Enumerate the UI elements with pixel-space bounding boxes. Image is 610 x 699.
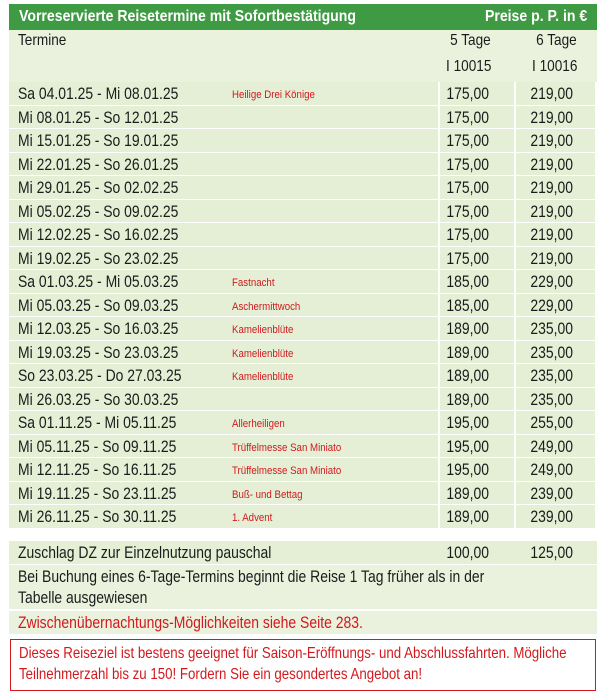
table-row [9, 435, 597, 459]
five-day-price: 175,00 [446, 84, 489, 103]
date-range: Sa 04.01.25 - Mi 08.01.25 [18, 84, 179, 103]
five-day-column-header: 5 Tage [450, 32, 491, 49]
date-range: Mi 19.11.25 - So 23.11.25 [18, 483, 177, 503]
occasion-note: Fastnacht [232, 277, 275, 289]
date-range: Mi 08.01.25 - So 12.01.25 [18, 107, 179, 127]
booking-info-line-2: Tabelle ausgewiesen [18, 588, 148, 607]
occasion-note: Aschermittwoch [232, 300, 301, 313]
date-range: Mi 15.01.25 - So 19.01.25 [18, 131, 179, 150]
table-row [9, 223, 597, 247]
date-range: Sa 01.11.25 - Mi 05.11.25 [18, 413, 177, 432]
date-range: Mi 12.11.25 - So 16.11.25 [18, 460, 177, 479]
six-day-price: 219,00 [530, 154, 573, 174]
date-range: Mi 12.02.25 - So 16.02.25 [18, 225, 179, 244]
six-day-price: 235,00 [530, 342, 573, 362]
table-row [9, 129, 597, 153]
six-day-price: 229,00 [530, 272, 573, 291]
date-range: Mi 26.11.25 - So 30.11.25 [18, 507, 177, 526]
occasion-note: Kamelienblüte [232, 371, 294, 383]
six-day-price: 235,00 [530, 366, 573, 385]
overnight-note: Zwischenübernachtungs-Möglichkeiten siehe Seite 283. [18, 613, 363, 632]
five-day-price: 175,00 [446, 131, 489, 150]
table-row [9, 458, 597, 482]
price-note: Preise p. P. in € [484, 8, 587, 25]
six-day-price: 239,00 [530, 483, 573, 503]
occasion-note: Heilige Drei Könige [232, 89, 315, 101]
five-day-price: 189,00 [446, 342, 489, 362]
table-row [9, 364, 597, 388]
five-day-price: 175,00 [446, 248, 489, 268]
six-day-price: 239,00 [530, 507, 573, 526]
table-row [9, 317, 597, 341]
table-title-bar [9, 4, 597, 30]
six-day-price: 235,00 [530, 319, 573, 338]
six-day-price: 255,00 [530, 413, 573, 432]
six-day-price: 219,00 [530, 201, 573, 221]
six-day-price: 235,00 [530, 389, 573, 409]
table-row [9, 411, 597, 435]
six-day-price: 229,00 [530, 295, 573, 315]
five-day-price: 189,00 [446, 366, 489, 385]
six-day-price: 219,00 [530, 107, 573, 127]
five-day-price: 189,00 [446, 507, 489, 526]
six-day-price: 219,00 [530, 84, 573, 103]
five-day-price: 195,00 [446, 460, 489, 479]
five-day-price: 175,00 [446, 201, 489, 221]
table-row [9, 388, 597, 412]
dates-table-body [9, 82, 597, 529]
occasion-note: 1. Advent [232, 512, 273, 524]
table-row [9, 153, 597, 177]
occasion-note: Kamelienblüte [232, 324, 294, 336]
surcharge-label: Zuschlag DZ zur Einzelnutzung pauschal [18, 543, 272, 562]
occasion-note: Buß- und Bettag [232, 488, 303, 501]
notice-line-1: Dieses Reiseziel ist bestens geeignet für Saison-Eröffnungs- und Abschlussfahrten. Mögliche [19, 645, 567, 662]
dates-column-header: Termine [18, 32, 67, 49]
table-header [9, 30, 597, 82]
date-range: Mi 26.03.25 - So 30.03.25 [18, 389, 179, 409]
date-range: So 23.03.25 - Do 27.03.25 [18, 366, 182, 385]
five-day-price: 175,00 [446, 107, 489, 127]
table-row [9, 482, 597, 506]
five-day-price: 175,00 [446, 154, 489, 174]
five-day-price: 189,00 [446, 389, 489, 409]
table-row [9, 106, 597, 130]
five-day-price: 185,00 [446, 272, 489, 291]
notice-box [10, 639, 596, 691]
surcharge-five-day: 100,00 [446, 543, 489, 562]
five-day-price: 185,00 [446, 295, 489, 315]
notice-line-2: Teilnehmerzahl bis zu 150! Fordern Sie ein gesondertes Angebot an! [19, 666, 423, 683]
table-title: Vorreservierte Reisetermine mit Sofortbestätigung [19, 8, 356, 25]
six-day-code: I 10016 [531, 58, 577, 75]
date-range: Mi 22.01.25 - So 26.01.25 [18, 154, 179, 174]
six-day-price: 219,00 [530, 248, 573, 268]
table-row [9, 341, 597, 365]
occasion-note: Kamelienblüte [232, 347, 294, 360]
date-range: Mi 19.03.25 - So 23.03.25 [18, 342, 179, 362]
table-row [9, 505, 597, 529]
table-row [9, 176, 597, 200]
table-row [9, 247, 597, 271]
five-day-price: 195,00 [446, 436, 489, 456]
five-day-price: 175,00 [446, 225, 489, 244]
six-day-price: 219,00 [530, 225, 573, 244]
table-row [9, 82, 597, 106]
booking-info-line-1: Bei Buchung eines 6-Tage-Termins beginnt die Reise 1 Tag früher als in der [18, 567, 485, 586]
five-day-price: 195,00 [446, 413, 489, 432]
booking-info [9, 565, 597, 609]
five-day-price: 189,00 [446, 483, 489, 503]
date-range: Mi 05.03.25 - So 09.03.25 [18, 295, 179, 315]
date-range: Mi 19.02.25 - So 23.02.25 [18, 248, 179, 268]
six-day-price: 219,00 [530, 178, 573, 197]
date-range: Sa 01.03.25 - Mi 05.03.25 [18, 272, 179, 291]
six-day-price: 219,00 [530, 131, 573, 150]
table-row [9, 294, 597, 318]
date-range: Mi 05.11.25 - So 09.11.25 [18, 436, 177, 456]
six-day-price: 249,00 [530, 460, 573, 479]
five-day-price: 175,00 [446, 178, 489, 197]
five-day-price: 189,00 [446, 319, 489, 338]
occasion-note: Trüffelmesse San Miniato [232, 465, 342, 477]
overnight-note-row [9, 611, 597, 634]
date-range: Mi 12.03.25 - So 16.03.25 [18, 319, 179, 338]
date-range: Mi 05.02.25 - So 09.02.25 [18, 201, 179, 221]
surcharge-six-day: 125,00 [530, 543, 573, 562]
six-day-column-header: 6 Tage [536, 32, 577, 49]
table-row [9, 200, 597, 224]
date-range: Mi 29.01.25 - So 02.02.25 [18, 178, 179, 197]
single-room-surcharge-row [9, 541, 597, 564]
occasion-note: Allerheiligen [232, 418, 285, 430]
five-day-code: I 10015 [445, 58, 491, 75]
six-day-price: 249,00 [530, 436, 573, 456]
table-row [9, 270, 597, 294]
occasion-note: Trüffelmesse San Miniato [232, 441, 342, 454]
